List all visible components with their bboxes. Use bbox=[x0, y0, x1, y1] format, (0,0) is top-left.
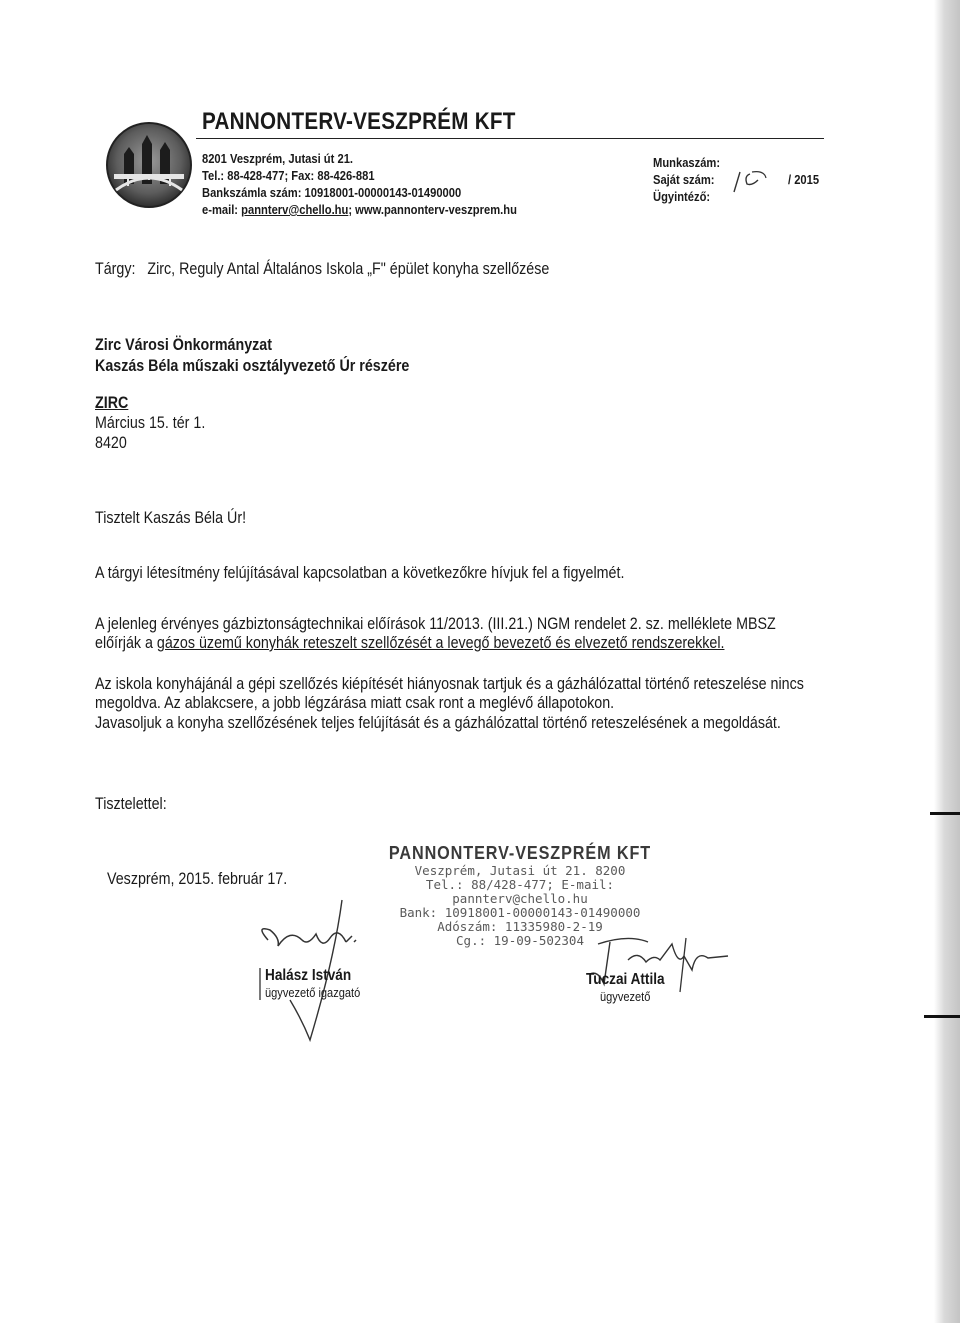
stamp-tax-number: Adószám: 11335980-2-19 bbox=[437, 919, 603, 934]
website-link[interactable]: www.pannonterv-veszprem.hu bbox=[355, 202, 517, 217]
signatory-2-name: Tuczai Attila bbox=[586, 971, 665, 988]
signatory-1-name: Halász István bbox=[265, 967, 352, 984]
stamp-contact: Tel.: 88/428-477; E-mail: pannterv@chello.hu bbox=[425, 877, 615, 906]
paragraph-2-line-2 bbox=[95, 633, 724, 652]
stamp-registry: Cg.: 19-09-502304 bbox=[456, 933, 584, 948]
company-email-web bbox=[202, 201, 517, 218]
reference-year: / 2015 bbox=[788, 172, 820, 187]
reference-block bbox=[653, 154, 720, 205]
scan-edge-shadow bbox=[934, 0, 960, 1323]
signatory-2 bbox=[586, 971, 678, 1004]
stamp-address: Veszprém, Jutasi út 21. 8200 bbox=[414, 863, 626, 878]
stamp-title: PANNONTERV-VESZPRÉM KFT bbox=[388, 843, 652, 863]
administrator-label: Ügyintéző: bbox=[653, 189, 711, 204]
signatory-1 bbox=[265, 967, 377, 1000]
recipient-zip: 8420 bbox=[95, 433, 127, 452]
separator: ; bbox=[348, 202, 356, 217]
scan-mark bbox=[930, 812, 960, 815]
company-logo bbox=[104, 120, 194, 210]
email-label: e-mail: bbox=[202, 202, 242, 217]
own-number-label: Saját szám: bbox=[653, 172, 715, 187]
signatory-1-role: ügyvezető igazgató bbox=[265, 985, 361, 1000]
paragraph-3-line-2: megoldva. Az ablakcsere, a jobb légzárása miatt csak ront a meglévő állapotokon. bbox=[95, 693, 615, 712]
recipient-city: ZIRC bbox=[95, 393, 129, 412]
company-name: PANNONTERV-VESZPRÉM KFT bbox=[202, 108, 516, 135]
recipient-person: Kaszás Béla műszaki osztályvezető Úr részére bbox=[95, 356, 410, 375]
signature-halasz bbox=[250, 880, 370, 1050]
salutation: Tisztelt Kaszás Béla Úr! bbox=[95, 508, 247, 527]
scan-mark bbox=[924, 1015, 960, 1018]
paragraph-1: A tárgyi létesítmény felújításával kapcsolatban a következőkre hívjuk fel a figyelmét. bbox=[95, 563, 625, 582]
recipient-org: Zirc Városi Önkormányzat bbox=[95, 335, 272, 354]
header-rule bbox=[196, 138, 824, 139]
subject-text: Zirc, Reguly Antal Általános Iskola „F" épület konyha szellőzése bbox=[147, 259, 550, 278]
subject-line bbox=[95, 259, 549, 278]
paragraph-2-start: előírják a bbox=[95, 633, 157, 652]
closing: Tisztelettel: bbox=[95, 794, 167, 813]
handwritten-number bbox=[730, 166, 772, 196]
recipient-street: Március 15. tér 1. bbox=[95, 413, 206, 432]
company-bank-account: Bankszámla szám: 10918001-00000143-01490000 bbox=[202, 185, 462, 200]
company-phone-fax: Tel.: 88-428-477; Fax: 88-426-881 bbox=[202, 168, 375, 183]
paragraph-3-line-1: Az iskola konyhájánál a gépi szellőzés kiépítését hiányosnak tartjuk és a gázhálózattal történő reteszelése nincs bbox=[95, 674, 804, 693]
company-contact-block bbox=[202, 150, 517, 218]
signatory-2-role: ügyvezető bbox=[600, 989, 651, 1004]
work-number-label: Munkaszám: bbox=[653, 155, 721, 170]
paragraph-2-underlined: gázos üzemű konyhák reteszelt szellőzését a levegő bevezető és elvezető rendszerekkel. bbox=[156, 633, 725, 652]
paragraph-3-line-3: Javasoljuk a konyha szellőzésének teljes felújítását és a gázhálózattal történő reteszelésének a megoldását. bbox=[95, 713, 781, 732]
subject-label: Tárgy: bbox=[95, 259, 136, 278]
stamp-bank: Bank: 10918001-00000143-01490000 bbox=[399, 905, 641, 920]
paragraph-2-line-1: A jelenleg érvényes gázbiztonságtechnikai előírások 11/2013. (III.21.) NGM rendelet 2. sz. melléklete MBSZ bbox=[95, 614, 776, 633]
place-date: Veszprém, 2015. február 17. bbox=[107, 869, 288, 888]
company-address: 8201 Veszprém, Jutasi út 21. bbox=[202, 151, 354, 166]
email-link[interactable]: pannterv@chello.hu bbox=[241, 202, 349, 217]
